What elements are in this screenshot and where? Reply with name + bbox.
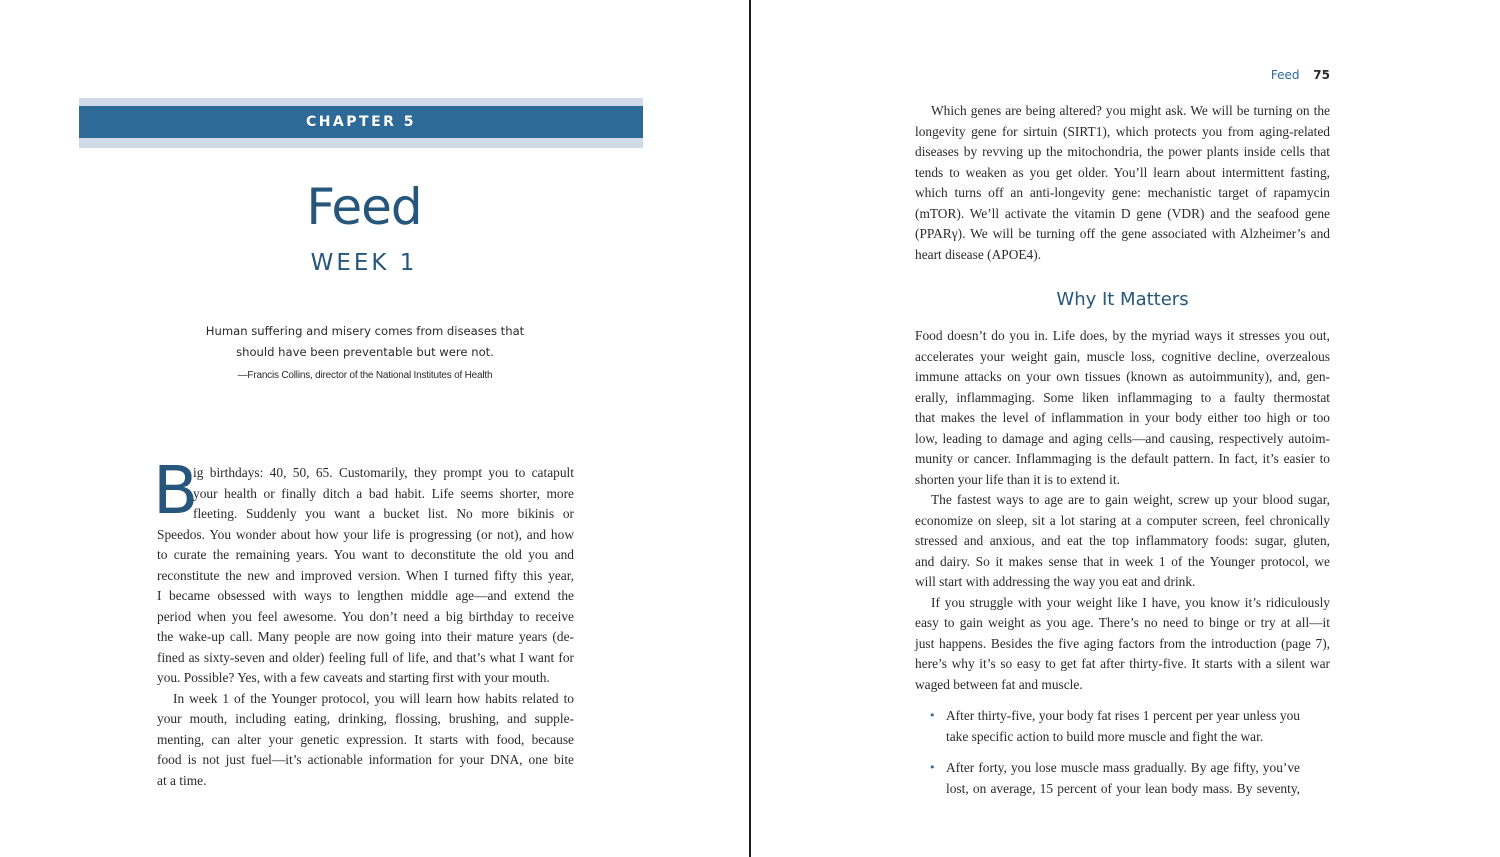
body-line: The fastest ways to age are to gain weight, screw up your blood sugar, [931, 492, 1330, 507]
bullet-marker: • [929, 709, 936, 722]
body-line: the wake-up call. Many people are now going into their mature years (de- [157, 629, 574, 644]
running-head-title: Feed [1270, 68, 1300, 82]
bullet-marker: • [929, 761, 936, 774]
bullet-line: After thirty-five, your body fat rises 1 percent per year unless you [946, 708, 1300, 723]
body-line: Which genes are being altered? you might ask. We will be turning on the [931, 103, 1330, 118]
epigraph [200, 321, 530, 363]
body-line: that makes the level of inflammation in your body either too high or too [915, 410, 1330, 425]
chapter-subtitle: WEEK 1 [310, 250, 418, 276]
body-line: waged between fat and muscle. [915, 676, 1083, 692]
body-line: here’s why it’s so easy to get fat after thirty-five. It starts with a silent war [915, 656, 1330, 671]
body-line: ig birthdays: 40, 50, 65. Customarily, they prompt you to catapult [193, 465, 574, 480]
body-line: which turns off an anti-longevity gene: mechanistic target of rapamycin [915, 185, 1330, 200]
epigraph-attribution: —Francis Collins, director of the National Institutes of Health [237, 370, 493, 381]
bullet-line: After forty, you lose muscle mass gradually. By age fifty, you’ve [946, 760, 1300, 775]
drop-cap: B [153, 452, 199, 529]
body-line: at a time. [157, 772, 207, 788]
body-line: your mouth, including eating, drinking, flossing, brushing, and supple- [157, 711, 574, 726]
body-line: Speedos. You wonder about how your life is progressing (or not), and how [157, 526, 574, 542]
body-line: diseases by revving up the mitochondria, the power plants inside cells that [915, 144, 1330, 159]
right-page [751, 0, 1500, 857]
body-text [157, 463, 574, 791]
body-line: fleeting. Suddenly you want a bucket list. No more bikinis or [193, 506, 574, 521]
bullet-line: lost, on average, 15 percent of your lean body mass. By seventy, [946, 780, 1300, 796]
body-line: tends to weaken as you get older. You’ll learn about intermittent fasting, [915, 164, 1330, 180]
chapter-label: CHAPTER 5 [79, 106, 643, 138]
body-line: In week 1 of the Younger protocol, you will learn how habits related to [173, 690, 574, 706]
epigraph-line: Human suffering and misery comes from diseases that [205, 324, 525, 338]
body-line: longevity gene for sirtuin (SIRT1), which protects you from aging-related [915, 123, 1330, 139]
body-line: period when you feel awesome. You don’t need a big birthday to receive [157, 608, 574, 624]
body-line: food is not just fuel—it’s actionable information for your DNA, one bite [157, 752, 574, 767]
body-line: immune attacks on your own tissues (known as autoimmunity), and, gen- [915, 369, 1330, 384]
body-line: low, leading to damage and aging cells—and causing, respectively autoim- [915, 430, 1330, 446]
body-line: erally, inflammaging. Some liken inflammaging to a faulty thermostat [915, 389, 1330, 405]
body-line: Food doesn’t do you in. Life does, by the myriad ways it stresses you out, [915, 328, 1330, 343]
body-line: accelerates your weight gain, muscle loss, cognitive decline, overzealous [915, 348, 1330, 364]
body-line: economize on sleep, sit a lot staring at a computer screen, feel chronically [915, 512, 1330, 528]
left-page [0, 0, 749, 857]
bullet-item [915, 706, 1330, 747]
body-line: will start with addressing the way you eat and drink. [915, 574, 1196, 589]
intro-paragraph [915, 101, 1330, 265]
body-line: just happens. Besides the five aging factors from the introduction (page 7), [915, 635, 1330, 651]
body-line: you. Possible? Yes, with a few caveats and starting first with your mouth. [157, 670, 550, 685]
chapter-banner [79, 98, 643, 148]
page-number: 75 [1313, 68, 1330, 82]
section-heading: Why It Matters [1056, 289, 1189, 310]
body-line: and dairy. So it makes sense that in week 1 of the Younger protocol, we [915, 553, 1330, 569]
body-line: shorten your life than it is to extend it. [915, 471, 1120, 487]
bullet-item [915, 758, 1330, 799]
body-line: reconstitute the new and improved version. When I turned fifty this year, [157, 567, 574, 583]
body-line: If you struggle with your weight like I have, you know it’s ridiculously [931, 594, 1330, 610]
body-line: (mTOR). We’ll activate the vitamin D gene (VDR) and the seafood gene [915, 205, 1330, 221]
chapter-title: Feed [306, 178, 422, 236]
epigraph-line: should have been preventable but were not. [236, 345, 494, 359]
body-text [915, 326, 1330, 695]
body-line: I became obsessed with ways to lengthen middle age—and extend the [157, 588, 574, 603]
body-line: heart disease (APOE4). [915, 246, 1042, 262]
body-line: stressed and anxious, and eat the top inflammatory foods: sugar, gluten, [915, 533, 1330, 548]
running-head [1271, 68, 1330, 82]
body-line: easy to gain weight as you age. There’s no need to binge or try at all—it [915, 615, 1330, 630]
body-line: to curate the remaining years. You want to deconstitute the old you and [157, 547, 574, 562]
bullet-item-content [915, 758, 1330, 799]
bullet-line: take specific action to build more muscle and fight the war. [946, 728, 1264, 744]
body-line: menting, can alter your genetic expression. It starts with food, because [157, 731, 574, 747]
bullet-item-content [915, 706, 1330, 747]
body-line: fined as sixty-seven and older) feeling full of life, and that’s what I want for [157, 649, 574, 665]
body-line: munity or cancer. Inflammaging is the default pattern. In fact, it’s easier to [915, 451, 1330, 466]
body-line: your health or finally ditch a bad habit. Life seems shorter, more [193, 485, 574, 501]
body-line: (PPARγ). We will be turning off the gene associated with Alzheimer’s and [915, 226, 1330, 241]
